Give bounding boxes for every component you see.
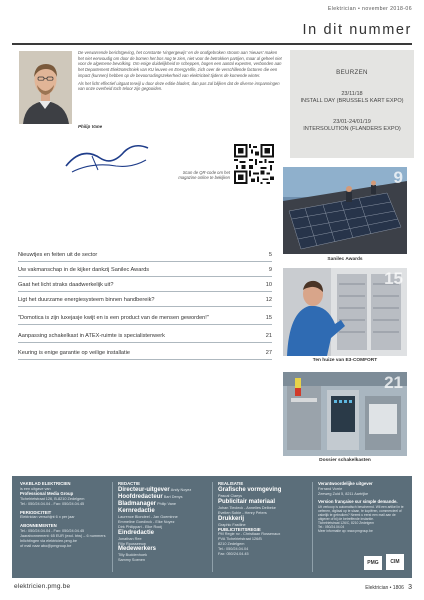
page-number: 3 [408, 584, 412, 591]
colophon-role: Directeur-uitgever [118, 486, 170, 493]
colophon-role: Publicitair materiaal [218, 498, 276, 505]
beurzen-box [290, 50, 414, 158]
colophon-heading: VAKBLAD ELEKTRICIEN [20, 481, 71, 486]
colophon-line: Tel.: 050/24.04.04 - Fax: 050/24.04.45 [20, 529, 85, 534]
divider [112, 482, 113, 572]
colophon-line: Laurence Blondeel - Jan Goeminne [118, 514, 178, 519]
toc-page: 12 [265, 297, 272, 303]
colophon-heading: REDACTIE [118, 481, 140, 486]
colophon-role: Eindredactie [118, 529, 155, 536]
colophon-line: is een uitgave van [20, 486, 51, 491]
colophon-line: Filip Rousseeuw [118, 541, 146, 546]
colophon-line: Jaarabonnement: 65 EUR (excl. btw) – 6 nummers [20, 534, 106, 539]
colophon-production [218, 482, 308, 557]
toc-title: Nieuwtjes en feiten uit de sector [18, 252, 98, 258]
colophon-heading: PERIODICITEIT [20, 509, 52, 515]
colophon-line: Dirk Philippart - Elke Rooij [118, 524, 163, 529]
colophon-person: Andy Noyez [170, 487, 192, 492]
colophon-line: Tel.: 050/24.04.04 - Fax: 050/24.04.45 [20, 501, 85, 506]
toc-title: Uw vakmanschap in de kijker dankzij Sanilec Awards [18, 267, 150, 273]
colophon-line: Professional Media Group [20, 490, 74, 496]
feature-caption: Ten huize van E3-COMFORT [312, 358, 378, 363]
intro-paragraph: De verwarrende berichtgeving, het constante 'vingergewijs' en de onafgebroken stroom aan 'nieuws' maken het niet eenvoudig om door de bomen het bos nog te zien, niet voor de betrokken partijen, maar al geheel niet voor de algemene bevolking. Om enige duidelijkheid te scheppen, bogen een aantal experten, verbonden aan het Departement Elektrotechniek van KU leuven en EnergyVille, zich over de verschillende factoren die een impact (kunnen) hebben op de bevoorradingszekerheid van elektriciteit tijdens de komende winter. [78, 50, 282, 78]
toc-page: 21 [265, 333, 272, 339]
colophon-line: PVA Tichelrietstraat 126/B [218, 537, 262, 542]
toc-title: Ligt het duurzame energiesysteem binnen handbereik? [18, 297, 155, 303]
header-rule [12, 43, 412, 45]
colophon-line: Inlichtingen via elektricien.pmg.be [20, 539, 77, 544]
divider [312, 482, 313, 572]
feature-image-sanilec[interactable] [283, 167, 407, 254]
colophon-role: Kernredactie [118, 507, 155, 514]
colophon-line: of mail naar abo@pmgroup.be [20, 543, 72, 548]
toc-title: Aanpassing schakelkast in ATEX-ruimte is specialistenwerk [18, 333, 165, 339]
colophon-line: Fax: 050/24.04.45 [218, 552, 249, 557]
colophon-person: Philip Vane [157, 501, 177, 506]
toc-entry[interactable] [18, 314, 272, 325]
feature-page-number: 15 [384, 269, 403, 288]
website-url[interactable]: elektricien.pmg.be [14, 583, 71, 590]
colophon-heading: Version française sur simple demande. [318, 498, 398, 504]
pmg-logo: PMG [364, 556, 382, 570]
colophon-person: Pascal Claeys [218, 493, 243, 498]
toc-entry[interactable] [18, 266, 272, 277]
event-name: INTERSOLUTION (FLANDERS EXPO) [303, 126, 401, 132]
qr-code[interactable] [234, 144, 274, 184]
intro-paragraph: Als het licht effectief uitgaat terwijl u door deze editie bladert, dan pas zal blijken dat de diverse inspanningen van onze overheid toch teloor zijn gegooiden. [78, 80, 280, 92]
page-title: In dit nummer [302, 22, 412, 38]
feature-image-e3-comfort[interactable] [283, 268, 407, 356]
colophon-role: Bladmanager [118, 500, 157, 507]
toc-entry[interactable] [18, 349, 272, 360]
feature-page-number: 9 [393, 168, 403, 187]
toc-page: 15 [265, 315, 272, 321]
colophon-person: Bart Denys [163, 494, 183, 499]
colophon-person: Evelien Sobie - Henry Peters [218, 510, 267, 515]
colophon-person: Graphic Fastline [218, 522, 246, 527]
cim-logo: CIM [386, 554, 404, 570]
event-date: 23/11/18 [341, 91, 363, 97]
toc-entry[interactable] [18, 251, 272, 262]
beurzen-title: BEURZEN [336, 69, 368, 76]
qr-caption: Scan de QR-code om het magazine online te bekijken [178, 170, 230, 181]
toc-title: "Domotica is zijn luxejasje kwijt en is een product van de mensen geworden!" [18, 315, 209, 321]
colophon-heading: PUBLICITEITSREGIE [218, 526, 261, 532]
toc-page: 9 [268, 267, 272, 273]
feature-caption: Dossier schakelkasten [319, 458, 371, 463]
toc-page: 5 [268, 252, 272, 258]
toc-entry[interactable] [18, 296, 272, 307]
colophon-heading: ABONNEMENTEN [20, 523, 57, 529]
toc-page: 10 [265, 282, 272, 288]
colophon-role: Grafische vormgeving [218, 486, 282, 493]
signature-name: Philip Vane [78, 124, 103, 129]
toc-title: Gaat het licht straks daadwerkelijk uit? [18, 282, 114, 288]
colophon-line: Tichelrietstraat 126/C, 8210 Zedelgem [318, 520, 374, 525]
toc-title: Keuring is enige garantie op veilige installatie [18, 350, 130, 356]
issue-label: Elektrician • 1806 [365, 585, 404, 591]
colophon-line: Tel.: 050/24.04.04 [318, 524, 345, 529]
colophon-publisher [20, 482, 110, 549]
colophon-line: Emmeline Goedinck - Elke Noyez [118, 519, 175, 524]
author-photo [19, 51, 72, 124]
colophon-line: Tel.: 050/24.04.04 [218, 547, 249, 552]
colophon-line: PM Regie nv - Christiaan Rossenaux [218, 532, 281, 537]
feature-image-schakelkasten[interactable] [283, 372, 407, 456]
toc-entry[interactable] [18, 281, 272, 292]
page-footer [310, 584, 412, 591]
colophon-role: Medewerkers [118, 546, 157, 553]
colophon-line: Sammy Soenen [118, 558, 146, 563]
colophon-heading: REALISATIE [218, 481, 244, 486]
colophon-editorial [118, 482, 208, 563]
colophon-line: Zeeweg Zuid 5, 8211 Aartrijke [318, 491, 369, 496]
signature-scribble [62, 136, 152, 180]
colophon-line: Elektrician verschijnt 6 x per jaar [20, 515, 75, 520]
event-name: INSTALL DAY (BRUSSELS KART EXPO) [300, 98, 404, 104]
event-date: 23/01-24/01/19 [333, 119, 371, 125]
colophon [12, 476, 412, 578]
colophon-line: 8210 Zedelgem [218, 542, 245, 547]
colophon-legal [318, 482, 406, 533]
colophon-line: Uit verkoop is automatisch beschermd. Wil een artikel in te oefenen, digitaal op te slaan, te kopiëren, commercieel of zakelijk te gebruiken? Neemt u eerst een mail aan de uitgever of bij de betreffende instantie. [318, 504, 404, 521]
colophon-person: Johan Tiecleck - Annelies Delbeke [218, 505, 276, 510]
colophon-role: Hoofdredacteur [118, 493, 163, 500]
running-head: Elektrician • november 2018-06 [327, 6, 412, 12]
toc-page: 27 [265, 350, 272, 356]
colophon-line: Jonathan Ree [118, 536, 142, 541]
colophon-line: Tichelrietstraat 126, B-8210 Zedelgem [20, 496, 85, 501]
colophon-heading: Verantwoordelijke uitgever [318, 481, 373, 486]
feature-page-number: 21 [384, 373, 403, 392]
intro-text [78, 50, 283, 94]
colophon-role: Drukkerij [218, 515, 245, 522]
toc-entry[interactable] [18, 332, 272, 343]
divider [212, 482, 213, 572]
colophon-line: Ferrand Vorrie [318, 486, 343, 491]
colophon-line: Tilly Buddenhoek [118, 553, 147, 558]
colophon-line: Meer informatie op: www.pmgroup.be [318, 528, 373, 533]
feature-caption: Sanilec Awards [327, 257, 363, 262]
